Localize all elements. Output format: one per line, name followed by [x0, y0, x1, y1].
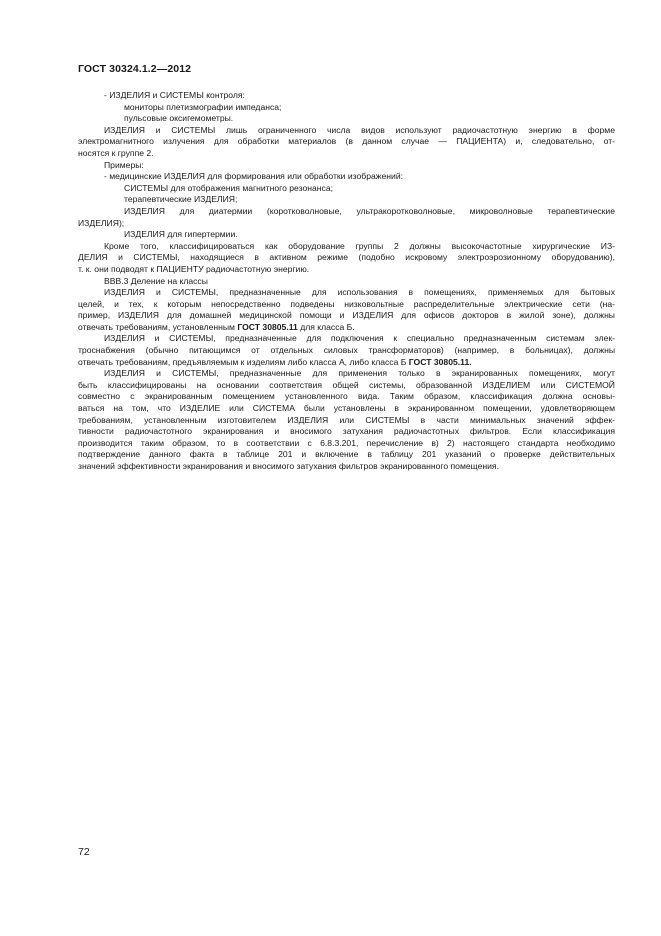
section-heading: ВВВ.3 Деление на классы [104, 275, 208, 286]
standard-reference: ГОСТ 30805.11 [237, 321, 298, 332]
list-item: ИЗДЕЛИЯ для гипертермии. [124, 229, 238, 240]
paragraph-line: Кроме того, классифицироваться как оборудование группы 2 должны высокочастотные хирургические ИЗ- [104, 240, 615, 251]
document-header: ГОСТ 30324.1.2—2012 [78, 63, 192, 75]
paragraph-line: совместно с экранированным помещением установленного вида. Таким образом, классификация должна основы- [78, 391, 615, 402]
paragraph-line: т. к. они подводят к ПАЦИЕНТУ радиочастотную энергию. [78, 263, 310, 274]
paragraph-line: подтверждение данного факта в таблице 201 и включение в таблицу 201 указаний о проверке действительных [78, 449, 615, 460]
paragraph-line: троснабжения (обычно питающимся от отдельных силовых трансформаторов) (например, в больницах), должны [78, 345, 615, 356]
page-number: 72 [78, 846, 90, 858]
paragraph-line: тивности радиочастотного экранирования и вносимого затухания радиочастотных фильтров. Если классификация [78, 426, 615, 437]
list-item: СИСТЕМЫ для отображения магнитного резонанса; [124, 182, 333, 193]
paragraph-line: ИЗДЕЛИЯ и СИСТЕМЫ лишь ограниченного числа видов используют радиочастотную энергию в форме [104, 124, 615, 135]
document-body [78, 90, 615, 473]
text-run: . [469, 356, 472, 367]
paragraph-line: целей, и тех, к которым непосредственно подведены низковольтные распределительные электрические сети (на- [78, 298, 615, 309]
examples-label: Примеры: [104, 159, 144, 170]
standard-reference: ГОСТ 30805.11 [408, 356, 470, 367]
list-item: мониторы плетизмографии импеданса; [124, 101, 282, 112]
paragraph-line: ваться на том, что ИЗДЕЛИЕ или СИСТЕМА были установлены в экранированном помещении, удовлетворяющем [78, 403, 615, 414]
paragraph-line: пример, ИЗДЕЛИЯ для домашней медицинской помощи и ИЗДЕЛИЯ для офисов докторов в жилой зоне), должны [78, 310, 615, 321]
list-item: - медицинские ИЗДЕЛИЯ для формирования или обработки изображений: [104, 171, 404, 182]
paragraph-line: ДЕЛИЯ и СИСТЕМЫ, находящиеся в активном режиме (подобно искровому электроэрозионному оборудованию), [78, 252, 615, 263]
list-item: - ИЗДЕЛИЯ и СИСТЕМЫ контроля: [104, 90, 245, 100]
list-item: ИЗДЕЛИЯ для диатермии (коротковолновые, ультракоротковолновые, микроволновые терапевтические [124, 205, 615, 216]
text-run: для класса Б. [297, 321, 355, 332]
paragraph-line: ИЗДЕЛИЯ и СИСТЕМЫ, предназначенные для применения только в экранированных помещениях, могут [104, 368, 615, 379]
paragraph-line [78, 357, 615, 369]
paragraph-line: ИЗДЕЛИЯ и СИСТЕМЫ, предназначенные для использования в помещениях, применяемых для бытовых [104, 287, 615, 298]
paragraph-line: носятся к группе 2. [78, 147, 154, 158]
list-item: терапевтические ИЗДЕЛИЯ; [124, 194, 238, 205]
text-run: отвечать требованиям, предъявляемым к изделиям либо класса А, либо класса Б [78, 356, 409, 367]
paragraph-line: электромагнитного излучения для обработки материалов (в данном случае — ПАЦИЕНТА) и, следовательно, от- [78, 136, 615, 147]
paragraph-line [78, 322, 615, 334]
paragraph-line: требованиям, установленным изготовителем ИЗДЕЛИЯ или СИСТЕМЫ в части минимальных значений эффек- [78, 414, 615, 425]
text-run: отвечать требованиям, установленным [78, 321, 238, 332]
paragraph-line: значений эффективности экранирования и вносимого затухания фильтров экранированного помещения. [78, 461, 499, 471]
paragraph-line: ИЗДЕЛИЯ и СИСТЕМЫ, предназначенные для подключения к специально предназначенным системам элек- [104, 333, 615, 344]
list-item: пульсовые оксигемометры. [124, 113, 234, 124]
paragraph-line: производится таким образом, то в соответствии с 6.8.3.201, перечисление в) 2) настоящего стандарта необходимо [78, 437, 615, 448]
paragraph-line: быть классифицированы на основании соответствия общей системы, образованной ИЗДЕЛИЕМ или СИСТЕМОЙ [78, 379, 615, 390]
list-item-continuation: ИЗДЕЛИЯ); [78, 217, 125, 228]
